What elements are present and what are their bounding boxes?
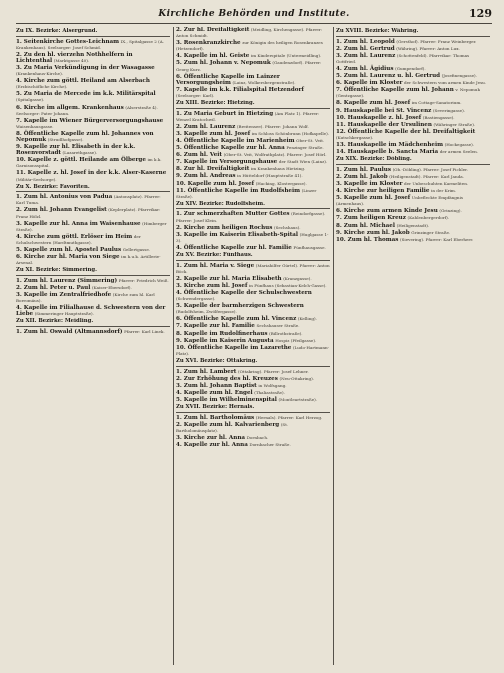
church-entry [16,39,170,51]
church-name: 8. Öffentliche Kapelle zum hl. Johannes von Nepomuk [16,130,154,143]
church-details: (Kaiser-Ebersdorf). [91,284,132,290]
church-name: 3. Rosenkranzkirche [176,40,241,47]
church-details: im Kinderspitale (Untermeidling). [250,53,322,59]
church-details: der Unbeschuhten Karmeliten. [404,180,469,186]
church-name: 3. Kapelle im Zentralfriedhofe [16,292,112,299]
church-name: 1. Zu Maria Geburt in Hietzing [176,110,274,117]
church-name: 5. Öffentliche Kapelle zur hl. Anna [176,145,285,152]
church-entry [16,65,170,77]
church-details: in Wolfsgang. [258,382,287,388]
church-entry [176,166,330,172]
church-name: 9. Zum hl. Andreas [176,173,236,180]
church-name: 3. Kapelle im Kaiserin Elisabeth-Spital [176,231,299,238]
church-entry [16,131,170,143]
church-details: (Sievering). Pfarrer: Karl Eberherr. [400,236,474,242]
church-entry [176,74,330,86]
church-entry [336,167,490,173]
church-name: 2. Zu den hl. vierzehn Nothhelfern in Lichtenthal [16,51,133,64]
church-entry [176,27,330,39]
church-details: Penzinger Straße. [286,145,324,151]
church-entry [176,383,330,389]
column-1 [16,27,170,665]
church-entry [336,73,490,79]
church-entry [176,131,330,137]
church-details: in der Krim. [431,188,457,194]
church-details: zur Königin des heiligen Rosenkranzes (Hetzendorf). [176,40,323,52]
church-details: (Spitalgasse). [16,97,45,103]
church-details: Pfarrer: Karl Linek. [124,329,165,335]
church-entry [16,144,170,156]
district-heading: Zu XIII. Bezirke: Hietzing. [176,100,330,109]
church-details: im k.u.k. Artillerie-Arsenal. [16,254,161,266]
church-entry [336,174,490,180]
church-entry [176,331,330,337]
church-entry [16,105,170,117]
church-entry [336,181,490,187]
church-details: (Lainz, Wolkersbergenstraße). [232,79,296,85]
church-entry [176,225,330,231]
church-name: 8. Kapelle zum hl. Josef [336,100,411,107]
church-details: (Währing). Pfarrer: Anton Lux. [396,45,460,51]
church-details: (Neu-Ottakring). [279,375,315,381]
church-name: 6. Kapelle im Kloster [336,80,403,87]
church-name: 2. Zur hl. Dreifaltigkeit [176,27,250,33]
church-details: Waisenhausgasse. [16,123,54,129]
church-name: 1. Zum hl. Laurenz (Simmering) [16,277,118,284]
church-details: im k.k. Garnisonsspital. [16,157,162,169]
church-name: 3. Kapelle zur hl. Anna im Waisenhause [16,220,141,227]
church-name: 6. Kirche im allgem. Krankenhaus [16,104,124,111]
church-name: 5. Kapelle zum hl. Apostel Paulus [16,247,122,253]
church-name: 5. Zum hl. Laurenz u. hl. Gertrud [336,73,441,80]
page-number: 129 [469,7,492,20]
church-name: 7. Zum heiligen Kreuz [336,215,406,222]
church-entry [16,194,170,206]
church-entry [336,87,490,99]
church-entry [336,122,490,128]
church-name: 3. Zu Maria Verkündigung in der Wasagasse [16,64,155,71]
church-details: v. Nepomuk (Gentzgasse). [336,87,480,99]
church-entry [336,208,490,214]
church-entry [176,435,330,441]
district-heading: Zu XII. Bezirke: Meidling. [16,318,170,327]
text-columns [16,27,492,665]
church-entry [176,442,330,448]
church-name: 10. Kapelle z. göttl. Heilande am Ölberge [16,157,146,164]
church-entry [336,66,490,72]
church-details: (Kelling). [297,316,317,322]
church-details: (Alserstraße 4). Seelsorger: Pater Johann. [16,104,158,116]
church-entry [16,91,170,103]
church-details: Pfarrer: Friedrich Weiß. [118,277,169,283]
church-name: 10. Zum hl. Thomas [336,236,399,243]
church-name: 5. Zu Maria de Mercede im k.k. Militärspital [16,91,156,98]
church-details: (Hockegasse). [444,142,475,147]
church-entry [16,234,170,246]
church-name: 4. Kirche zum göttl. Erlöser im Heim [16,233,133,240]
church-entry [336,223,490,229]
church-entry [336,46,490,52]
church-entry [176,338,330,344]
church-name: 13. Hauskapelle im Mädchenheim [336,142,444,148]
church-details: (Sechshaus). [273,224,301,230]
church-name: 5. Zum hl. Johann v. Nepomuk [176,60,271,67]
church-name: 10. Öffentliche Kapelle im Lazarethe [176,344,292,351]
church-name: 1. Zum hl. Maria v. Siege [176,262,255,269]
church-details: (Grinzing). [439,208,462,214]
church-details: (Reindorfgasse). Pfarrer: Josef Klein. [176,211,326,223]
church-name: 7. Kapelle im Versorgungshause [176,159,278,166]
church-details: (Schottenfeld). Pfarrvikar: Thomas Gottfried. [336,52,470,64]
church-name: 9. Hauskapelle bei St. Vincenz [336,107,432,114]
church-details: (Seelsorger: Karl). [176,92,215,98]
church-details: (Severingasse). [432,107,465,113]
church-entry [176,159,330,165]
church-name: 11. Hauskapelle der Ursulinen [336,121,432,128]
district-heading: Zu XIV. Bezirke: Rudolfsheim. [176,201,330,210]
church-details: der Schwestern vom armen Kinde Jesu. [404,80,487,86]
church-name: 3. Kirche zum hl. Josef [176,282,248,289]
church-entry [176,232,330,244]
column-2 [176,27,330,665]
church-entry [176,124,330,130]
church-entry [176,138,330,144]
church-name: 5. Kapelle der barmherzigen Schwestern [176,303,304,310]
church-details: Ober-St. Veit. [296,138,325,143]
church-entry [336,188,490,194]
church-details: (Mariahilfer Gürtel). Pfarrer: Anton Böck. [176,262,330,274]
church-details: (Marktgasse 40). [53,57,90,63]
church-name: 3. Kapelle zum hl. Josef [176,130,251,137]
church-name: 12. Öffentliche Kapelle der hl. Dreifaltigkeit [336,128,476,135]
church-name: 3. Kirche zur hl. Anna [176,434,246,441]
church-entry [176,369,330,375]
church-name: 8. Zur hl. Dreifaltigkeit [176,166,250,173]
church-name: 7. Kapelle zur hl. Familie [176,323,255,330]
church-entry [176,60,330,72]
church-entry [16,157,170,169]
church-name: 4. Kapelle zum hl. Engel [176,389,253,396]
church-entry [336,215,490,221]
church-entry [176,111,330,123]
church-name: 2. Zur Erhöhung des hl. Kreuzes [176,375,278,382]
church-name: 6. Kirche zur hl. Maria von Siege [16,254,120,261]
church-name: 4. Kirche zum göttl. Heiland am Alserbach [16,78,150,85]
church-details: in Hütteldorf (Hauptstraße 41). [237,173,303,179]
church-entry [176,345,330,357]
church-details: (Simmeringer Hauptstraße). [34,311,94,317]
church-details: (Josefinengasse). [441,73,477,79]
church-details: im Krankenhaus Hietzing. [250,166,306,172]
church-details: (Ob.-Döbling). Pfarrer: Josef Pichler. [392,166,468,172]
church-entry [176,303,330,315]
church-details: in Fünfhaus (Sebastian-Kelch-Gasse). [248,282,327,288]
church-details: im Cottage-Sanatorium. [411,100,462,106]
church-entry [16,207,170,219]
church-details: (Lazarethgasse). [62,150,98,156]
church-name: 1. Seitenkirche Gottes-Leichnam [16,38,120,45]
church-entry [176,152,330,158]
district-heading: Zu XI. Bezirke: Simmering. [16,267,170,276]
church-details: Grinzinger Straße. [411,229,451,235]
church-details: (Linzer Straße). [176,187,317,199]
church-entry [336,53,490,65]
column-3 [336,27,490,665]
church-details: (Ottakring). Pfarrer: Josef Lehner. [237,368,309,374]
church-details: (Meidling, Kirchengasse). Pfarrer: Anton Schmidt. [176,27,323,39]
church-name: 7. Kapelle im k.k. Filialspital Hetzendorf [176,86,304,93]
church-details: (Kutschkergasse). [336,134,374,140]
church-details: (Gaudenzdorf). Pfarrer: Georg Kurz. [176,60,322,72]
church-entry [176,53,330,59]
church-entry [176,390,330,396]
church-entry [176,145,330,151]
district-heading: Zu XV. Bezirke: Fünfhaus. [176,252,330,261]
church-name: 7. Kapelle im Wiener Bürgerversorgungshause [16,117,164,124]
church-name: 1. Zum hl. Antonius von Padua [16,194,113,201]
church-entry [176,276,330,282]
church-entry [176,40,330,52]
church-details: (Schwendergasse). [176,296,216,302]
church-entry [16,221,170,233]
church-entry [16,52,170,64]
church-entry [176,188,330,200]
church-name: 1. Zur schmerzhaften Mutter Gottes [176,211,290,218]
church-name: 9. Kirche zum hl. Jakob [336,229,410,236]
church-details: (Heiligenstadt). [396,222,430,228]
church-details: (Heiligenstadt). Pfarrer: Karl Janda. [389,173,464,179]
church-name: 11. Öffentliche Kapelle im Rudolfsheim [176,187,300,194]
church-entry [16,305,170,317]
church-name: 4. Öffentliche Kapelle der Schulschwestern [176,289,312,296]
church-details: (Am Platz 1). Pfarrer: Wenzel Kratochwil. [176,110,320,122]
church-details: (Keplerplatz). Pfarrvikar: Franz Hölzl. [16,207,161,219]
church-entry [16,278,170,284]
church-details: (Ober-St. Veit, Wolfrathplatz). Pfarrer: Josef Hörl. [223,152,327,158]
church-details: (Währinger Straße). [433,121,476,127]
church-name: 4. Zum hl. Ägidius [336,65,394,72]
church-name: 2. Zum hl. Johann Evangelist [16,207,107,214]
church-entry [176,323,330,329]
church-entry [336,39,490,45]
church-details: Unbefleckte Empfängnis (Armenhaus). [336,195,463,207]
church-entry [16,118,170,130]
church-details: IX., Spitalgasse 2 (A. Krankenhaus). Seelsorger: Josef Schmid. [16,38,164,50]
church-name: 2. Kirche zum heiligen Rochus [176,224,273,231]
page-header [16,9,492,24]
church-name: 3. Kapelle im Kloster [336,180,403,187]
church-name: 3. Zum hl. Laurenz [336,52,396,59]
church-name: 4. Öffentliche Kapelle zur hl. Familie [176,244,292,251]
church-entry [176,263,330,275]
church-name: 1. Zum hl. Lambert [176,368,237,375]
church-entry [176,415,330,421]
church-details: (Krankenhaus-Kirche). [16,71,64,77]
church-entry [176,173,330,179]
church-details: (Militär-Seelsorge). [16,176,57,182]
church-entry [176,376,330,382]
church-name: 7. Öffentliche Kapelle zum hl. Johann [336,87,454,94]
church-entry [176,87,330,99]
church-entry [336,195,490,207]
church-name: 1. Zum hl. Bartholomäus [176,414,255,421]
church-name: 1. Zum hl. Oswald (Altmannsdorf) [16,329,123,336]
church-details: (Himberger Straße). [16,220,167,232]
church-name: 14. Hauskapelle b. Sancta Maria [336,149,439,156]
church-details: Sechshauser Straße. [256,323,300,329]
church-name: 4. Kapelle zur hl. Anna [176,441,248,448]
church-details: (Gumpendorf). [395,65,426,71]
church-name: 5. Kapelle im Wilhelminenspital [176,396,277,403]
church-details: (Bastiengasse). [422,114,455,120]
church-details: (Strudlhofgasse). [47,137,84,142]
church-details: (Hernals). Pfarrer: Karl Herzog. [255,414,323,420]
church-details: (Thaliastraße). [254,389,285,395]
church-details: der armen Seelen. [439,149,479,155]
church-name: 2. Zum hl. Jakob [336,173,388,180]
district-heading: Zu XVII. Bezirke: Hernals. [176,404,330,413]
church-name: 2. Kapelle zum hl. Kalvarienberg [176,421,280,428]
church-name: 2. Zum hl. Laurenz [176,123,236,130]
church-name: 6. Zum hl. Veit [176,152,222,159]
church-details: der Schulschwestern (Hardtmuthgasse). [16,233,141,245]
church-entry [176,290,330,302]
church-name: 2. Kapelle zur hl. Maria Elisabeth [176,275,282,282]
church-entry [336,108,490,114]
church-name: 1. Zum hl. Leopold [336,38,395,45]
church-details: (Antonsplatz). Pfarrer: Karl Tuma. [16,194,161,206]
church-entry [336,149,490,155]
church-details: (Kirche zum hl. Karl Borromäus). [16,292,155,304]
church-entry [16,78,170,90]
church-details: (Ludo-Hartmann-Platz). [176,344,329,356]
church-name: 6. Öffentliche Kapelle im Lainzer Versorgungsheim [176,73,280,86]
church-details: (Erzbischöfliche Kirche). [16,84,68,90]
church-name: 5. Kapelle zum hl. Josef [336,195,411,202]
church-details: Dornbacher Straße. [249,441,291,447]
church-details: im Schloss Schönbrunn (Hofkapelle). [251,130,329,136]
church-entry [16,170,170,182]
running-title: Kirchliche Behörden und Institute. [158,9,350,19]
church-name: 4. Kapelle im Filialhause d. Schwestern von der Liebe [16,305,166,318]
church-name: 2. Zum hl. Gertrud [336,45,395,52]
church-entry [336,100,490,106]
church-details: (Hacking, Klostergasse). [255,180,307,186]
church-entry [16,247,170,253]
church-entry [336,115,490,121]
church-name: 4. Öffentliche Kapelle im Marienheim [176,138,295,144]
church-name: 6. Öffentliche Kapelle zum hl. Vincenz [176,316,297,323]
church-entry [336,230,490,236]
church-entry [176,422,330,434]
church-entry [16,254,170,266]
church-name: 4. Kirche zur heiligen Familie [336,188,430,195]
church-details: (Gersthof). Pfarrer: Franz Weinberger. [396,38,477,44]
church-details: Dornbach. [246,434,269,440]
church-entry [176,181,330,187]
church-details: der Stadt Wien (Lainz). [278,159,328,165]
church-entry [176,316,330,322]
church-name: 4. Kapelle im hl. Geiste [176,53,250,60]
church-name: 10. Kapelle zum hl. Josef [176,180,255,187]
church-name: 1. Zum hl. Paulus [336,166,391,173]
church-entry [336,237,490,243]
church-entry [16,329,170,335]
church-entry [176,211,330,223]
church-details: (Montleartstraße). [278,396,318,402]
church-details: (Billrothstraße). [269,330,303,336]
church-details: (Huglgasse 1-3). [176,231,329,243]
church-details: Hospiz (Pfeilgasse). [275,337,317,343]
church-name: 9. Kapelle im Kaiserin Augusta [176,337,274,344]
church-name: 11. Kapelle z. hl. Josef in der k.k. Alser-Kaserne [16,170,167,177]
church-name: 8. Kapelle im Rudolfinerhaus [176,330,268,337]
district-heading: Zu XIX. Bezirke: Döbling. [336,156,490,165]
church-entry [336,129,490,141]
church-entry [176,283,330,289]
church-details: (St. Bartholomäusplatz). [176,421,289,433]
church-name: 3. Zum hl. Johann Baptist [176,382,257,389]
church-details: (Rudolfsheim, Zwölfergasse). [176,309,237,315]
church-details: (Breitensee). Pfarrer: Johann Wolf. [236,123,309,129]
church-entry [176,397,330,403]
church-details: Gellertgasse. [122,247,151,252]
church-details: (Kranzgasse). [283,275,312,281]
church-name: 2. Zum hl. Peter u. Paul [16,284,91,291]
church-details: Fünfhausgasse. [293,244,326,250]
church-name: 6. Kirche zum armen Kinde Jesu [336,208,438,215]
church-name: 10. Hauskapelle z. hl. Josef [336,114,422,121]
district-heading: Zu XVIII. Bezirke: Währing. [336,28,490,37]
church-entry [336,80,490,86]
district-heading: Zu XVI. Bezirke: Ottakring. [176,358,330,367]
church-entry [16,292,170,304]
district-heading: Zu X. Bezirke: Favoriten. [16,184,170,193]
church-details: (Kahlenbergerdorf). [407,215,450,221]
district-heading: Zu IX. Bezirke: Alsergrund. [16,28,170,37]
church-name: 8. Zum hl. Michael [336,222,395,229]
church-name: 9. Kapelle zur hl. Elisabeth in der k.k. Rosenvorstadt [16,144,136,157]
church-entry [16,285,170,291]
church-entry [176,245,330,251]
church-entry [336,142,490,148]
